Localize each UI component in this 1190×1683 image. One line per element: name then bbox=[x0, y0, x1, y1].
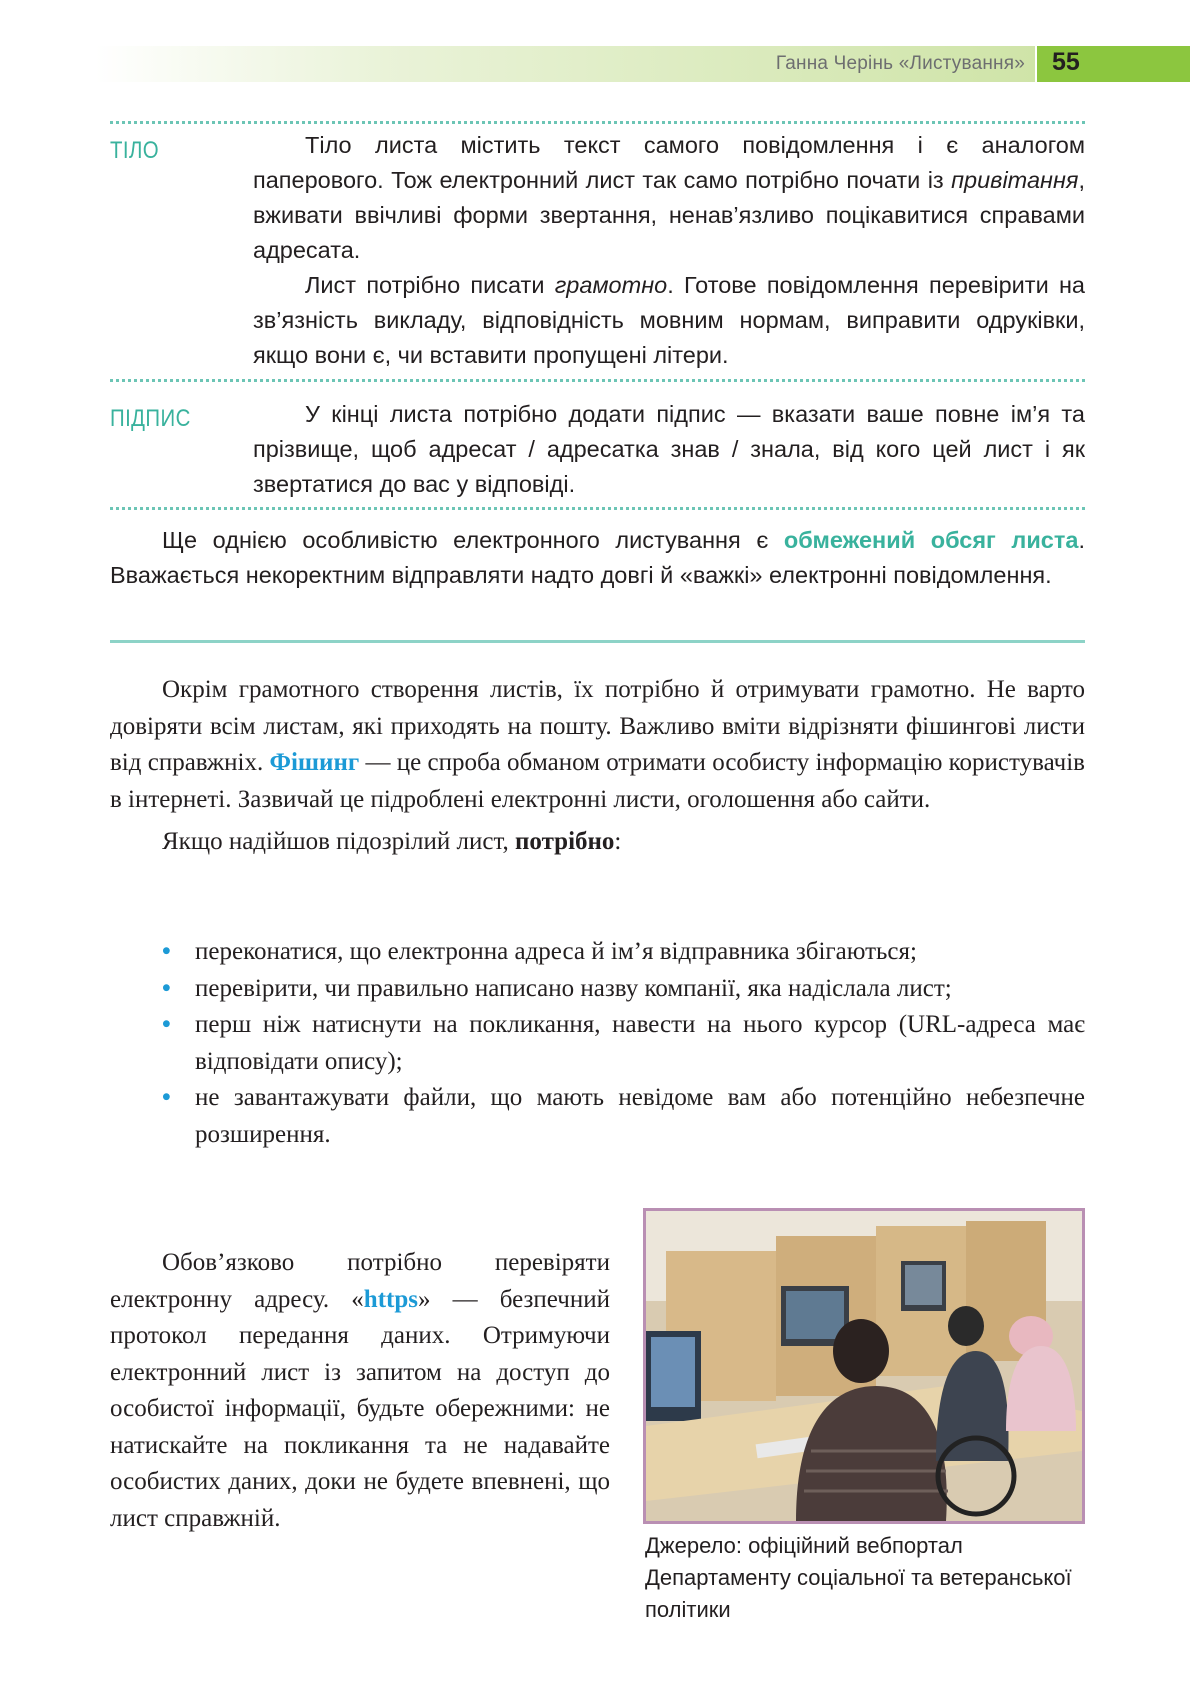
bullet-icon: • bbox=[162, 938, 171, 965]
photo-illustration bbox=[646, 1211, 1082, 1521]
list-item bbox=[160, 934, 1085, 971]
list-item bbox=[160, 971, 1085, 1008]
list-item-text: не завантажувати файли, що мають невідоме вам або потенційно небезпечне розширення. bbox=[195, 1084, 1085, 1148]
phishing-term: Фішинг bbox=[269, 749, 360, 776]
body-p2: Лист потрібно писати bbox=[305, 272, 555, 298]
suspicious-intro-bold: потрібно bbox=[515, 828, 615, 855]
body-p2-emphasis: грамотно bbox=[554, 272, 668, 298]
check-list bbox=[160, 934, 1085, 1153]
list-item-text: перш ніж натиснути на покликання, навести на нього курсор (URL-адреса має відповідати опису); bbox=[195, 1011, 1085, 1075]
size-note bbox=[110, 523, 1085, 593]
size-note-end: . Вважається некоректним відправляти надто довгі й «важкі» електронні повідомлення. bbox=[110, 527, 1085, 588]
bullet-icon: • bbox=[162, 974, 171, 1002]
page-number: 55 bbox=[1052, 48, 1080, 76]
https-text: Обов’язково потрібно перевіряти електронну адресу. « bbox=[110, 1249, 610, 1313]
list-item-text: перевірити, чи правильно написано назву компанії, яка надіслала лист; bbox=[195, 974, 952, 1002]
body-p1: Тіло листа містить текст самого повідомлення і є аналогом паперового. Тож електронний лист так само потрібно почати із bbox=[253, 132, 1085, 193]
body-p1-end: , вживати ввічливі форми звертання, ненав’язливо поцікавитися справами адресата. bbox=[253, 167, 1085, 263]
list-item bbox=[160, 1080, 1085, 1153]
section-rule bbox=[110, 640, 1085, 643]
bullet-icon: • bbox=[162, 1011, 171, 1038]
divider-dotted bbox=[110, 507, 1085, 510]
phishing-text-end: — це спроба обманом отримати особисту інформацію користувачів в інтернеті. Зазвичай це підроблені електронні листи, оголошення або сайти. bbox=[110, 749, 1085, 813]
signature-section-text bbox=[253, 397, 1085, 502]
https-term: https bbox=[363, 1285, 418, 1313]
body-section-text bbox=[253, 128, 1085, 373]
list-item bbox=[160, 1007, 1085, 1080]
phishing-paragraph bbox=[110, 672, 1085, 861]
bullet-icon: • bbox=[162, 1084, 171, 1111]
running-header-title: Ганна Черінь «Листування» bbox=[775, 53, 1025, 74]
https-paragraph bbox=[110, 1245, 610, 1537]
body-p2-end: . Готове повідомлення перевірити на зв’язність викладу, відповідність мовним нормам, виправити одруківки, якщо вони є, чи вставити пропущені літери. bbox=[253, 272, 1085, 368]
section-label-signature: ПІДПИС bbox=[110, 405, 191, 432]
suspicious-intro: Якщо надійшов підозрілий лист, bbox=[162, 828, 515, 855]
https-text-end: » — безпечний протокол передання даних. Отримуючи електронний лист із запитом на доступ до особистої інформації, будьте обережними: не натискайте на покликання та не надавайте особистих даних, доки не будете впевнені, що лист справжній. bbox=[110, 1285, 610, 1532]
photo-caption: Джерело: офіційний вебпортал Департаменту соціальної та ветеранської політики bbox=[645, 1533, 1072, 1622]
signature-text: У кінці листа потрібно додати підпис — вказати ваше повне ім’я та прізвище, щоб адресат / адресатка знав / знала, від кого цей лист і як звертатися до вас у відповіді. bbox=[253, 401, 1085, 497]
size-note-start: Ще однією особливістю електронного листування є bbox=[162, 527, 784, 553]
body-p1-emphasis: привітання bbox=[951, 167, 1079, 193]
suspicious-intro-end: : bbox=[614, 828, 622, 855]
list-item-text: переконатися, що електронна адреса й ім’я відправника збігаються; bbox=[195, 938, 917, 965]
divider-dotted bbox=[110, 121, 1085, 124]
section-label-body: ТІЛО bbox=[110, 137, 160, 164]
phishing-text: Окрім грамотного створення листів, їх потрібно й отримувати грамотно. Не варто довіряти всім листам, які приходять на пошту. Важливо вміти відрізняти фішингові листи від справжніх. bbox=[110, 676, 1085, 776]
computer-class-photo bbox=[643, 1208, 1085, 1524]
size-note-highlight: обмежений обсяг листа bbox=[783, 527, 1079, 553]
divider-dotted bbox=[110, 379, 1085, 382]
